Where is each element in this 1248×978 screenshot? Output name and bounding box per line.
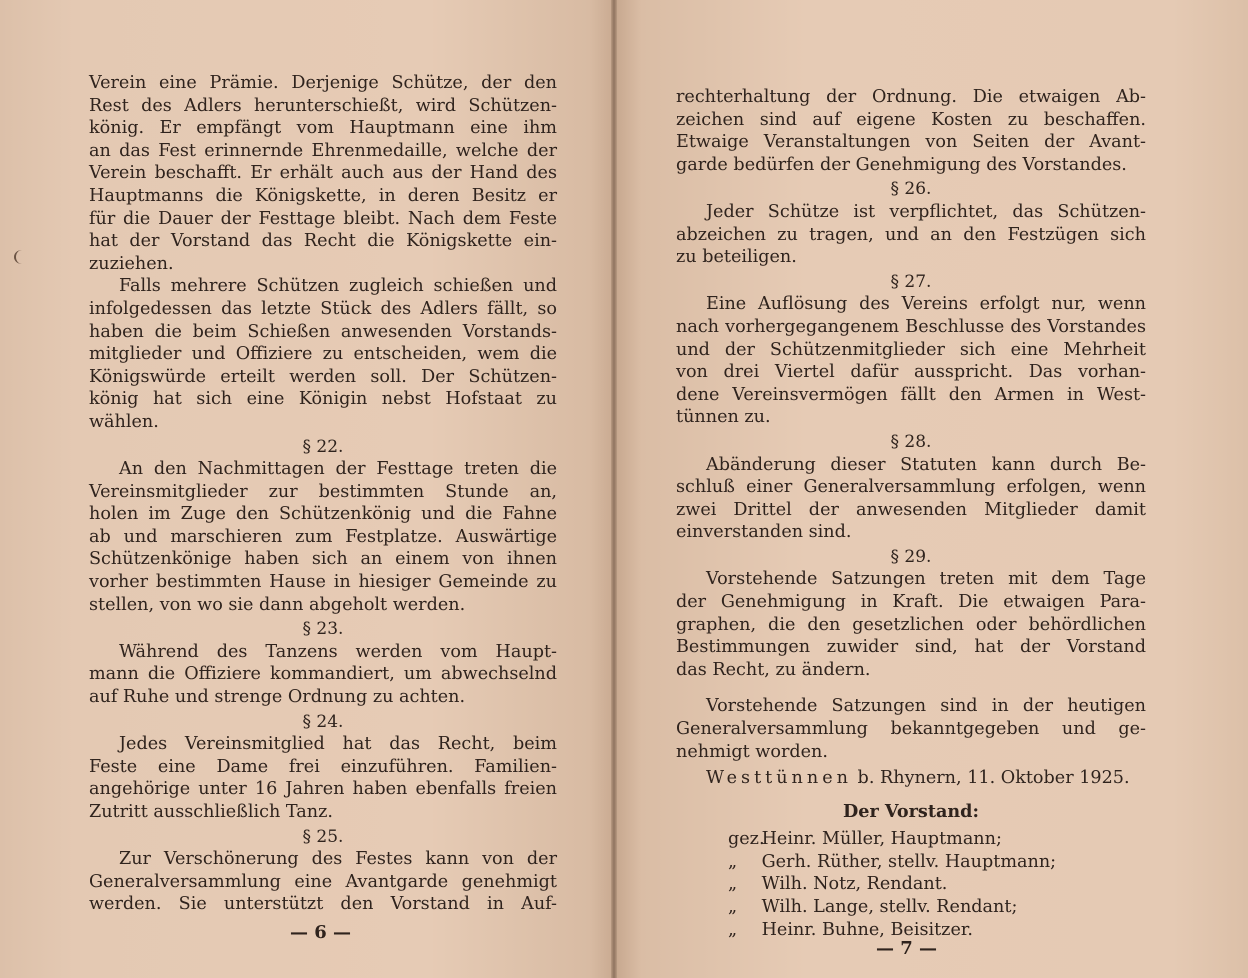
text-line: abzeichen zu tragen, und an den Festzügen sich (676, 224, 1146, 245)
signatory-name: Wilh. Notz, Rendant. (761, 874, 948, 895)
text-line: könig. Er empfängt vom Hauptmann eine ihm (89, 118, 557, 139)
paragraph-falls (89, 275, 557, 433)
page-number-left: — 6 — (290, 922, 352, 943)
text-line: schluß einer Generalversammlung erfolgen, wenn (676, 477, 1146, 498)
paragraph-29 (676, 568, 1146, 681)
place-name: Westtünnen (706, 768, 852, 789)
text-line: könig hat sich eine Königin nebst Hofstaat zu (89, 389, 557, 410)
text-line: Vorstehende Satzungen sind in der heutigen (706, 696, 1146, 717)
signatory-name: Heinr. Müller, Hauptmann; (761, 828, 1002, 849)
text-line: Etwaige Veranstaltungen von Seiten der Avant- (676, 132, 1146, 153)
text-line: Eine Auflösung des Vereins erfolgt nur, wenn (706, 294, 1146, 315)
text-line: einverstanden sind. (676, 522, 852, 543)
text-line: zu beteiligen. (676, 247, 797, 268)
place-date-line (676, 767, 1146, 790)
signatory-mark: „ (728, 920, 738, 940)
text-line: nehmigt worden. (676, 741, 828, 762)
paragraph-23 (89, 641, 557, 709)
text-line: das Recht, zu ändern. (676, 659, 871, 680)
text-line: und der Schützenmitglieder sich eine Mehrheit (676, 339, 1146, 360)
page-number-right: — 7 — (876, 938, 938, 959)
text-line: Zutritt ausschließlich Tanz. (89, 802, 333, 822)
signatory-mark: „ (728, 874, 738, 895)
right-text-column (676, 86, 1146, 942)
paragraph-26 (676, 201, 1146, 269)
paragraph-final (676, 695, 1146, 763)
margin-mark (14, 250, 30, 264)
text-line: Rest des Adlers herunterschießt, wird Schützen- (89, 95, 557, 116)
text-line: hat der Vorstand das Recht die Königskette ein- (89, 231, 557, 252)
text-line: dene Vereinsvermögen fällt den Armen in West- (676, 384, 1146, 405)
text-line: zwei Drittel der anwesenden Mitglieder damit (676, 499, 1146, 520)
section-heading-22: § 22. (302, 436, 344, 457)
paragraph-22 (89, 458, 557, 616)
paragraph-27 (676, 293, 1146, 429)
place-date: b. Rhynern, 11. Oktober 1925. (851, 768, 1130, 789)
text-line: tünnen zu. (676, 407, 771, 428)
signatory-name: Wilh. Lange, stellv. Rendant; (761, 897, 1018, 918)
text-line: wählen. (89, 411, 159, 432)
text-line: Zur Verschönerung des Festes kann von der (119, 849, 557, 870)
section-heading-27: § 27. (890, 271, 932, 292)
section-heading-23: § 23. (302, 619, 344, 640)
text-line: zeichen sind auf eigene Kosten zu beschaffen. (676, 109, 1146, 130)
text-line: ab und marschieren zum Festplatze. Auswärtige (89, 526, 557, 547)
text-line: graphen, die den gesetzlichen oder behördlichen (676, 614, 1146, 635)
text-line: Verein beschafft. Er erhält auch aus der Hand des (89, 163, 557, 184)
text-line: auf Ruhe und strenge Ordnung zu achten. (89, 687, 466, 708)
text-line: Falls mehrere Schützen zugleich schießen und (119, 276, 557, 297)
signatory-mark: gez. (728, 828, 765, 849)
section-heading-26: § 26. (890, 179, 932, 200)
text-line: Jedes Vereinsmitglied hat das Recht, beim (119, 734, 557, 755)
text-line: Während des Tanzens werden vom Haupt- (119, 641, 557, 662)
text-line: an das Fest erinnernde Ehrenmedaille, welche der (89, 140, 557, 161)
signatory-list (676, 828, 1146, 942)
paragraph-intro (89, 72, 557, 275)
signatory-mark: „ (728, 897, 738, 918)
text-line: rechterhaltung der Ordnung. Die etwaigen Ab- (676, 87, 1146, 107)
signatory-row (728, 896, 1146, 919)
signatory-row (728, 873, 1146, 896)
text-line: Jeder Schütze ist verpflichtet, das Schützen- (706, 201, 1146, 222)
text-line: angehörige unter 16 Jahren haben ebenfalls freien (89, 779, 557, 800)
book-fold (611, 0, 617, 978)
text-line: Feste eine Dame frei einzuführen. Familien- (89, 756, 557, 777)
text-line: mann die Offiziere kommandiert, um abwechselnd (89, 664, 557, 685)
text-line: garde bedürfen der Genehmigung des Vorstandes. (676, 154, 1127, 175)
text-line: infolgedessen das letzte Stück des Adlers fällt, so (89, 298, 557, 319)
signatory-name: Gerh. Rüther, stellv. Hauptmann; (761, 851, 1057, 872)
signatory-row (728, 828, 1146, 851)
text-line: haben die beim Schießen anwesenden Vorstands- (89, 321, 557, 342)
left-text-column (89, 72, 557, 916)
signatory-mark: „ (728, 851, 738, 872)
text-line: Generalversammlung bekanntgegeben und ge- (676, 719, 1146, 740)
section-heading-25: § 25. (302, 826, 344, 847)
signatory-name: Heinr. Buhne, Beisitzer. (761, 920, 973, 940)
text-line: vorher bestimmten Hause in hiesiger Gemeinde zu (89, 572, 557, 593)
text-line: mitglieder und Offiziere zu entscheiden, wem die (89, 344, 557, 365)
text-line: Bestimmungen zuwider sind, hat der Vorstand (676, 637, 1146, 658)
text-line: werden. Sie unterstützt den Vorstand in Auf- (89, 894, 557, 915)
paragraph-24 (89, 733, 557, 823)
text-line: stellen, von wo sie dann abgeholt werden. (89, 594, 466, 615)
text-line: von drei Viertel dafür ausspricht. Das vorhan- (676, 362, 1146, 383)
board-heading: Der Vorstand: (843, 800, 979, 822)
text-line: der Genehmigung in Kraft. Die etwaigen Para- (676, 592, 1146, 613)
section-heading-28: § 28. (890, 431, 932, 452)
text-line: Hauptmanns die Königskette, in deren Besitz er (89, 185, 557, 206)
paragraph-25 (89, 848, 557, 916)
text-line: Vorstehende Satzungen treten mit dem Tage (706, 569, 1146, 590)
text-line: Generalversammlung eine Avantgarde genehmigt (89, 871, 557, 892)
text-line: Verein eine Prämie. Derjenige Schütze, der den (89, 73, 557, 93)
text-line: für die Dauer der Festtage bleibt. Nach dem Feste (89, 208, 557, 229)
text-line: Königswürde erteilt werden soll. Der Schützen- (89, 366, 557, 387)
paragraph-28 (676, 454, 1146, 544)
text-line: An den Nachmittagen der Festtage treten die (119, 459, 557, 480)
text-line: Abänderung dieser Statuten kann durch Be- (706, 454, 1146, 475)
text-line: zuziehen. (89, 253, 174, 274)
text-line: holen im Zuge den Schützenkönig und die Fahne (89, 504, 557, 525)
section-heading-29: § 29. (890, 546, 932, 567)
section-heading-24: § 24. (302, 711, 344, 732)
paragraph-continued (676, 86, 1146, 176)
text-line: Schützenkönige haben sich an einem von ihnen (89, 549, 557, 570)
text-line: nach vorhergegangenem Beschlusse des Vorstandes (676, 316, 1146, 337)
text-line: Vereinsmitglieder zur bestimmten Stunde an, (89, 481, 557, 502)
signatory-row (728, 851, 1146, 874)
